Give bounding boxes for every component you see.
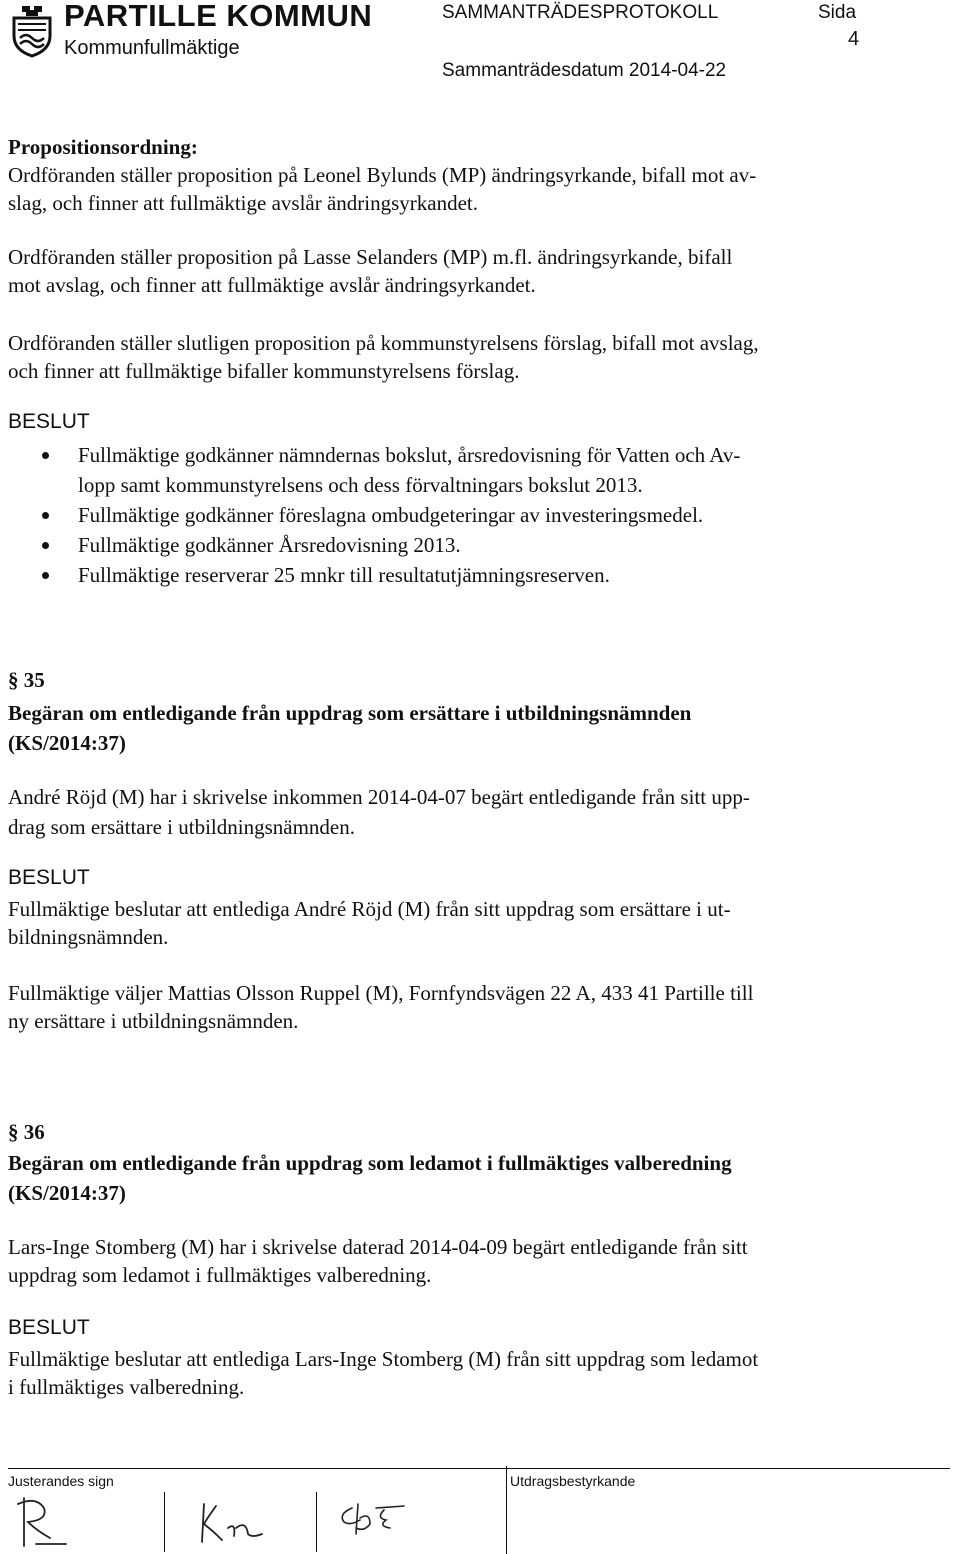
page-label: Sida [818,2,857,23]
paragraph-line: Fullmäktige beslutar att entlediga André Röjd (M) från sitt uppdrag som ersättare i ut- [8,897,731,921]
sign-label: Justerandes sign [8,1473,114,1489]
footer-rule-right [506,1468,950,1469]
organization-name: PARTILLE KOMMUN [64,0,373,33]
section-36-title: Begäran om entledigande från uppdrag som ledamot i fullmäktiges valberedning [8,1151,732,1175]
propositionsordning-heading: Propositionsordning: [8,135,198,159]
signature-divider [316,1492,317,1552]
beslut-heading: BESLUT [8,1316,90,1339]
list-item: Fullmäktige godkänner nämndernas bokslut, årsredovisning för Vatten och Av- [42,440,942,470]
body-name: Kommunfullmäktige [64,37,240,59]
section-35-reference: (KS/2014:37) [8,731,126,755]
paragraph-line: André Röjd (M) har i skrivelse inkommen 2014-04-07 begärt entledigande från sitt upp- [8,785,750,809]
paragraph-line: drag som ersättare i utbildningsnämnden. [8,815,356,839]
paragraph-line: Fullmäktige beslutar att entlediga Lars-Inge Stomberg (M) från sitt uppdrag som ledamot [8,1347,759,1371]
municipal-coat-of-arms-icon [8,2,56,58]
signature-initials-3 [330,1494,420,1542]
paragraph-line: Lars-Inge Stomberg (M) har i skrivelse daterad 2014-04-09 begärt entledigande från sitt [8,1235,748,1259]
footer-divider [506,1466,507,1554]
list-item: Fullmäktige reserverar 25 mnkr till resultatutjämningsreserven. [42,560,942,590]
list-item: Fullmäktige godkänner Årsredovisning 2013. [42,530,942,560]
signature-initials-1 [14,1494,74,1550]
paragraph-line: slag, och finner att fullmäktige avslår ändringsyrkandet. [8,191,479,215]
paragraph-line: Ordföranden ställer slutligen proposition på kommunstyrelsens förslag, bifall mot avslag, [8,331,759,355]
paragraph-line: i fullmäktiges valberedning. [8,1375,245,1399]
paragraph-line: Ordföranden ställer proposition på Lasse Selanders (MP) m.fl. ändringsyrkande, bifall [8,245,733,269]
section-35-title: Begäran om entledigande från uppdrag som ersättare i utbildningsnämnden [8,701,692,725]
beslut-heading: BESLUT [8,866,90,889]
footer-rule-left [8,1468,506,1469]
bullet-icon [42,572,49,579]
paragraph-line: Fullmäktige väljer Mattias Olsson Ruppel (M), Fornfyndsvägen 22 A, 433 41 Partille till [8,981,754,1005]
paragraph-line: mot avslag, och finner att fullmäktige avslår ändringsyrkandet. [8,273,536,297]
paragraph-line: uppdrag som ledamot i fullmäktiges valberedning. [8,1263,432,1287]
list-item: Fullmäktige godkänner föreslagna ombudgeteringar av investeringsmedel. [42,500,942,530]
signature-divider [164,1492,165,1552]
section-35-number: § 35 [8,668,45,692]
paragraph-line: bildningsnämnden. [8,925,169,949]
bullet-icon [42,452,49,459]
list-item-continuation: lopp samt kommunstyrelsens och dess förvaltningars bokslut 2013. [78,473,643,497]
bullet-icon [42,512,49,519]
paragraph-line: Ordföranden ställer proposition på Leonel Bylunds (MP) ändringsyrkande, bifall mot av- [8,163,757,187]
beslut-list [42,440,942,590]
paragraph-line: ny ersättare i utbildningsnämnden. [8,1009,299,1033]
document-type: SAMMANTRÄDESPROTOKOLL [442,2,719,23]
extract-label: Utdragsbestyrkande [510,1473,636,1489]
section-36-reference: (KS/2014:37) [8,1181,126,1205]
page-number: 4 [848,28,860,50]
beslut-heading: BESLUT [8,410,90,433]
meeting-date: Sammanträdesdatum 2014-04-22 [442,60,727,81]
bullet-icon [42,542,49,549]
paragraph-line: och finner att fullmäktige bifaller kommunstyrelsens förslag. [8,359,520,383]
signature-initials-2 [196,1494,276,1546]
section-36-number: § 36 [8,1120,45,1144]
